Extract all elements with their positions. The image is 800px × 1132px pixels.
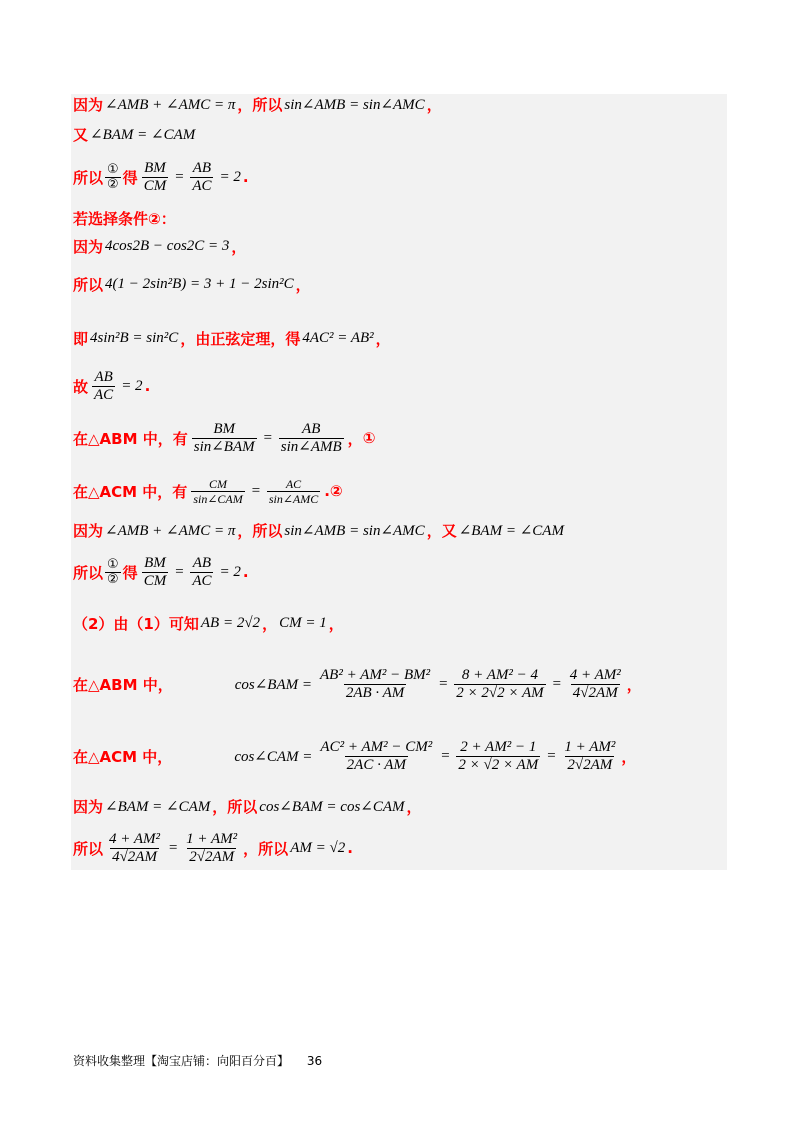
fraction: $\frac{AC}{\text{sin∠AMC}}$ bbox=[268, 476, 319, 506]
fraction: $\frac{\text{①}}{\text{②}}$ bbox=[107, 161, 119, 192]
solution-line: 在△ACM 中，有 $\frac{CM}{\text{sin∠CAM}}$ = $\frac{AC}{\text{sin∠AMC}}$ . ② bbox=[73, 476, 343, 506]
text: 所以 bbox=[73, 168, 104, 187]
text: 得 bbox=[122, 563, 138, 582]
fraction: $\frac{AB}{\text{sin∠AMB}}$ bbox=[280, 420, 342, 455]
text: 得 bbox=[122, 168, 138, 187]
math: AM = √2 bbox=[290, 839, 346, 856]
math: ∠BAM = ∠CAM bbox=[105, 798, 211, 815]
page-footer bbox=[73, 1052, 322, 1069]
text: ， bbox=[328, 614, 344, 633]
solution-line bbox=[73, 786, 422, 826]
math: = 2 bbox=[121, 377, 143, 394]
text: ， bbox=[406, 797, 422, 816]
fraction: $\frac{AB}{AC}$ bbox=[192, 554, 212, 589]
text: 在△ACM 中，有 bbox=[73, 482, 188, 501]
text: . bbox=[144, 377, 151, 395]
text: 在△ABM 中，有 bbox=[73, 429, 188, 448]
text: 因为 bbox=[73, 237, 104, 256]
text: 因为 bbox=[73, 521, 104, 540]
fraction: $\frac{\text{①}}{\text{②}}$ bbox=[107, 556, 119, 587]
text: ， bbox=[231, 237, 247, 256]
math: CM = 1 bbox=[279, 614, 327, 631]
fraction: $\frac{AB}{AC}$ bbox=[94, 368, 114, 403]
solution-line bbox=[73, 366, 150, 406]
text: ， bbox=[375, 329, 391, 348]
solution-line: 在△ABM 中， cos∠BAM = $\frac{\text{AB² + AM² − BM²}}{2AB \cdot AM}$ = $\frac{\text{8 + AM² − 4}}{2 \times 2√2 \times AM}$ = $\frac{\text{4 + AM²}}{4√2AM}$ ， bbox=[73, 666, 642, 701]
equation-marker: ① bbox=[362, 429, 376, 447]
text: ， bbox=[626, 675, 642, 694]
solution-line bbox=[73, 264, 311, 304]
solution-line: 在△ABM 中，有 $\frac{BM}{\text{sin∠BAM}}$ = $\frac{AB}{\text{sin∠AMB}}$ ， ① bbox=[73, 420, 376, 455]
math: cos∠CAM = bbox=[234, 748, 313, 765]
math: = 2 bbox=[219, 563, 241, 580]
text: （2）由（1）可知 bbox=[73, 614, 199, 633]
text: 所以 bbox=[73, 839, 104, 858]
fraction: $\frac{BM}{\text{sin∠BAM}}$ bbox=[193, 420, 255, 455]
equation-marker: ② bbox=[329, 482, 343, 500]
text: 所以 bbox=[73, 275, 104, 294]
math: AB = 2√2 bbox=[200, 614, 261, 631]
solution-line bbox=[73, 510, 566, 550]
text: ， bbox=[347, 429, 363, 448]
math: ∠AMB + ∠AMC = π bbox=[105, 96, 236, 113]
fraction: $\frac{\text{4 + AM²}}{4√2AM}$ bbox=[569, 666, 621, 701]
fraction: $\frac{CM}{\text{sin∠CAM}}$ bbox=[193, 476, 243, 506]
solution-line bbox=[73, 226, 246, 266]
solution-line: 所以 $\frac{\text{①}}{\text{②}}$ 得 $\frac{BM}{CM}$ = $\frac{AB}{AC}$ = 2 . bbox=[73, 554, 249, 589]
text: ， bbox=[426, 95, 442, 114]
math: 4AC² = AB² bbox=[302, 329, 374, 346]
section-heading: 若选择条件②： bbox=[73, 209, 176, 228]
fraction: $\frac{\text{4 + AM²}}{4√2AM}$ bbox=[109, 830, 161, 865]
page-number: 36 bbox=[306, 1054, 323, 1068]
text: 又 bbox=[73, 125, 89, 144]
math: 4(1 − 2sin²B) = 3 + 1 − 2sin²C bbox=[105, 275, 294, 292]
math: 4cos2B − cos2C = 3 bbox=[105, 237, 230, 254]
text: 在△ACM 中， bbox=[73, 747, 173, 766]
text: . bbox=[242, 563, 249, 581]
text: 故 bbox=[73, 377, 89, 396]
text: ， bbox=[262, 614, 278, 633]
solution-line bbox=[73, 114, 197, 154]
fraction: $\frac{\text{8 + AM² − 4}}{2 \times 2√2 \times AM}$ bbox=[456, 666, 544, 701]
math: cos∠BAM = bbox=[234, 676, 312, 693]
text: ，所以 bbox=[243, 839, 289, 858]
fraction: $\frac{\text{AC² + AM² − CM²}}{2AC \cdot AM}$ bbox=[320, 738, 433, 773]
fraction: $\frac{BM}{CM}$ bbox=[143, 159, 167, 194]
math: sin∠AMB = sin∠AMC bbox=[284, 96, 425, 113]
text: ， bbox=[621, 747, 637, 766]
text: ，所以 bbox=[237, 95, 283, 114]
solution-line bbox=[73, 318, 391, 358]
text: . bbox=[242, 168, 249, 186]
text: 即 bbox=[73, 329, 89, 348]
text: . bbox=[324, 482, 330, 500]
text: ，所以 bbox=[212, 797, 258, 816]
fraction: $\frac{\text{AB² + AM² − BM²}}{2AB \cdot AM}$ bbox=[320, 666, 431, 701]
math: ∠BAM = ∠CAM bbox=[458, 522, 564, 539]
fraction: $\frac{AB}{AC}$ bbox=[192, 159, 212, 194]
text: ， bbox=[295, 275, 311, 294]
fraction: $\frac{\text{1 + AM²}}{2√2AM}$ bbox=[564, 738, 616, 773]
solution-line bbox=[73, 603, 344, 643]
solution-line: 所以 $\frac{\text{4 + AM²}}{4√2AM}$ = $\frac{\text{1 + AM²}}{2√2AM}$ ，所以 AM = √2 . bbox=[73, 830, 353, 865]
fraction: $\frac{BM}{CM}$ bbox=[143, 554, 167, 589]
solution-line: 在△ACM 中， cos∠CAM = $\frac{\text{AC² + AM² − CM²}}{2AC \cdot AM}$ = $\frac{\text{2 + AM² − 1}}{2 \times √2 \times AM}$ = $\frac{\text{1 + AM²}}{2√2AM}$ ， bbox=[73, 738, 637, 773]
text: 因为 bbox=[73, 95, 104, 114]
text: ，所以 bbox=[237, 521, 283, 540]
text: ，又 bbox=[426, 521, 457, 540]
math: sin∠AMB = sin∠AMC bbox=[284, 522, 425, 539]
math: = 2 bbox=[219, 168, 241, 185]
text: 所以 bbox=[73, 563, 104, 582]
math: ∠AMB + ∠AMC = π bbox=[105, 522, 236, 539]
text: . bbox=[347, 839, 353, 857]
text: ，由正弦定理，得 bbox=[180, 329, 301, 348]
solution-line: 所以 $\frac{\text{①}}{\text{②}}$ 得 $\frac{BM}{CM}$ = $\frac{AB}{AC}$ = 2 . bbox=[73, 159, 249, 194]
math: 4sin²B = sin²C bbox=[90, 329, 179, 346]
text: 因为 bbox=[73, 797, 104, 816]
fraction: $\frac{\text{1 + AM²}}{2√2AM}$ bbox=[186, 830, 238, 865]
math: cos∠BAM = cos∠CAM bbox=[259, 798, 405, 815]
text: 在△ABM 中， bbox=[73, 675, 173, 694]
footer-source: 资料收集整理【淘宝店铺：向阳百分百】 bbox=[73, 1054, 290, 1068]
fraction: $\frac{\text{2 + AM² − 1}}{2 \times √2 \times AM}$ bbox=[458, 738, 539, 773]
math: ∠BAM = ∠CAM bbox=[90, 126, 196, 143]
